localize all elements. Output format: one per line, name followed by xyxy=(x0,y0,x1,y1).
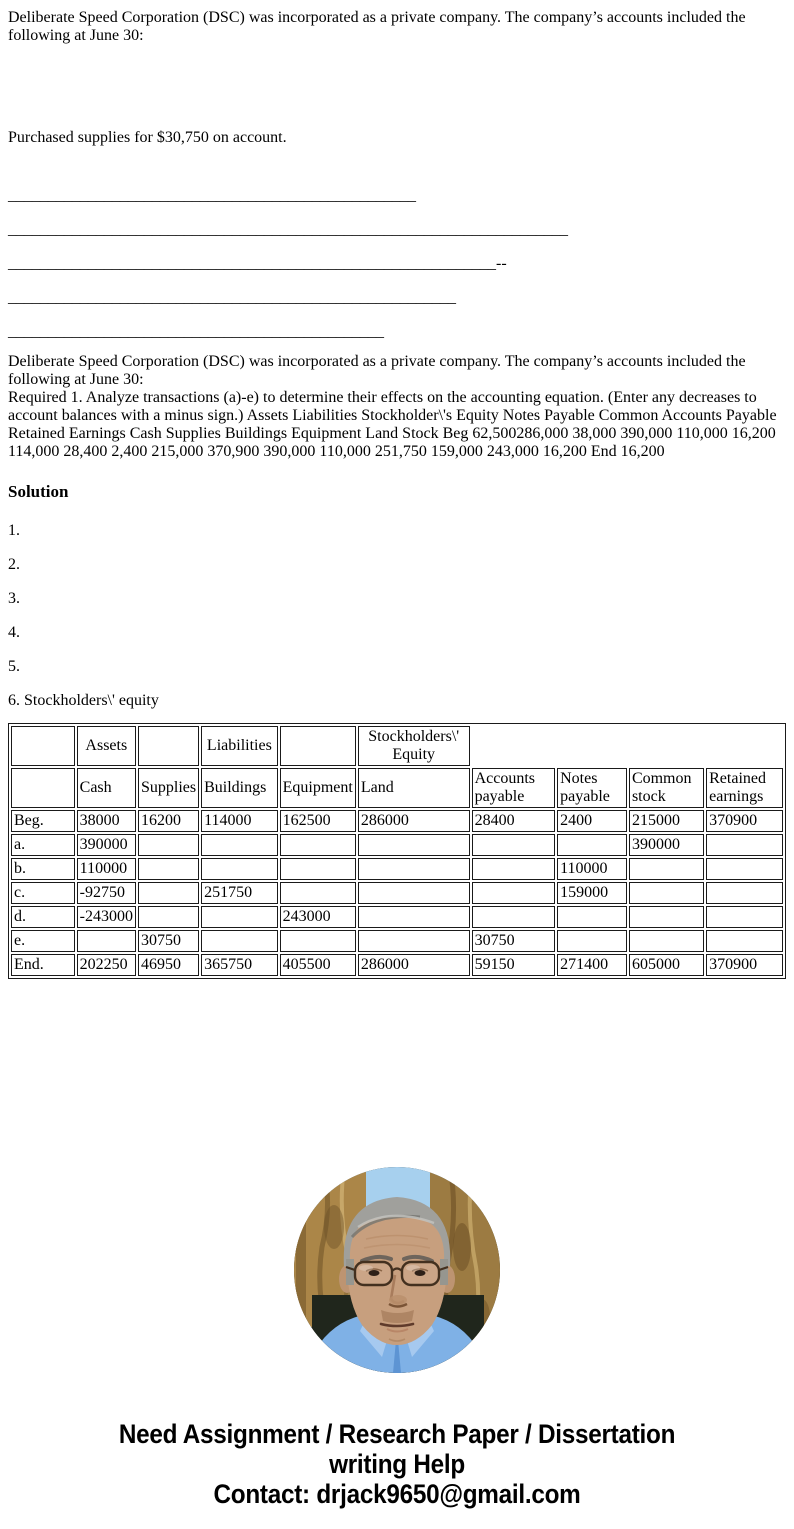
cell: -243000 xyxy=(77,906,136,928)
header-cell-supplies: Supplies xyxy=(138,768,199,808)
header-cell xyxy=(11,768,75,808)
cell: 162500 xyxy=(280,810,356,832)
cell xyxy=(358,906,470,928)
table-row xyxy=(11,834,783,856)
table-row xyxy=(11,810,783,832)
solution-item-2: 2. xyxy=(8,556,20,573)
cell xyxy=(77,930,136,952)
cell: 390000 xyxy=(629,834,704,856)
cell xyxy=(358,930,470,952)
cell: 110000 xyxy=(557,858,627,880)
tutor-portrait-photo xyxy=(294,1167,500,1373)
blank-answer-line: _______________________________________________ xyxy=(8,323,384,340)
cell xyxy=(706,834,783,856)
cell: 30750 xyxy=(138,930,199,952)
cell xyxy=(280,858,356,880)
cell xyxy=(557,834,627,856)
table-row xyxy=(11,882,783,904)
solution-item-6: 6. Stockholders\' equity xyxy=(8,692,159,709)
solution-item-4: 4. xyxy=(8,624,20,641)
solution-item-3: 3. xyxy=(8,590,20,607)
solution-heading: Solution xyxy=(8,482,69,501)
cell xyxy=(472,906,556,928)
cell: 16200 xyxy=(138,810,199,832)
row-label: e. xyxy=(11,930,75,952)
cell xyxy=(629,906,704,928)
header-cell-accounts-payable: Accounts payable xyxy=(472,768,556,808)
cell xyxy=(201,858,278,880)
group-cell-liabilities: Liabilities xyxy=(201,726,278,766)
solution-item-1: 1. xyxy=(8,522,20,539)
cell: 30750 xyxy=(472,930,556,952)
table-row xyxy=(11,906,783,928)
cell: -92750 xyxy=(77,882,136,904)
cell: 110000 xyxy=(77,858,136,880)
cell: 390000 xyxy=(77,834,136,856)
cell: 215000 xyxy=(629,810,704,832)
cell: 46950 xyxy=(138,954,199,976)
intro-paragraph: Deliberate Speed Corporation (DSC) was incorporated as a private company. The company’s accounts included the following at June 30: xyxy=(8,9,746,44)
header-cell-buildings: Buildings xyxy=(201,768,278,808)
intro-paragraph-repeat: Deliberate Speed Corporation (DSC) was incorporated as a private company. The company’s accounts included the following at June 30: xyxy=(8,353,746,388)
cell xyxy=(138,882,199,904)
row-label: d. xyxy=(11,906,75,928)
cell xyxy=(706,930,783,952)
footer-promo xyxy=(47,1419,747,1509)
header-cell-notes-payable: Notes payable xyxy=(557,768,627,808)
cell: 365750 xyxy=(201,954,278,976)
header-cell-cash: Cash xyxy=(77,768,136,808)
cell xyxy=(280,834,356,856)
row-label: End. xyxy=(11,954,75,976)
table-row xyxy=(11,954,783,976)
cell xyxy=(472,882,556,904)
cell xyxy=(201,906,278,928)
required-instructions: Required 1. Analyze transactions (a)-e) to determine their effects on the accounting equation. (Enter any decreases to account balances with a minus sign.) Assets Liabilities Stockholder\'s Equity Notes Payable Common Accounts Payable Retained Earnings Cash Supplies Buildings Equipment Land Stock Beg 62,500286,000 38,000 390,000 110,000 16,200 114,000 28,400 2,400 215,000 370,900 390,000 110,000 251,750 159,000 243,000 16,200 End 16,200 xyxy=(8,389,777,460)
group-cell-stockholders-equity: Stockholders\' Equity xyxy=(358,726,470,766)
cell: 243000 xyxy=(280,906,356,928)
cell xyxy=(472,834,556,856)
cell: 202250 xyxy=(77,954,136,976)
portrait-illustration xyxy=(294,1167,500,1373)
header-cell-retained-earnings: Retained earnings xyxy=(706,768,783,808)
blank-answer-line: ______________________________________________________________________ xyxy=(8,221,568,238)
cell xyxy=(629,930,704,952)
cell: 251750 xyxy=(201,882,278,904)
cell: 271400 xyxy=(557,954,627,976)
cell: 286000 xyxy=(358,810,470,832)
table-row xyxy=(11,858,783,880)
row-label: c. xyxy=(11,882,75,904)
cell xyxy=(138,834,199,856)
blank-answer-line: ___________________________________________________ xyxy=(8,187,416,204)
cell xyxy=(706,858,783,880)
cell xyxy=(358,882,470,904)
cell xyxy=(138,858,199,880)
row-label: a. xyxy=(11,834,75,856)
question-block xyxy=(8,353,786,461)
header-cell-common-stock: Common stock xyxy=(629,768,704,808)
blank-answer-line: ________________________________________________________ xyxy=(8,289,456,306)
cell xyxy=(201,930,278,952)
cell xyxy=(557,930,627,952)
footer-line: Need Assignment / Research Paper / Dissertation xyxy=(118,1419,676,1449)
table-header-row xyxy=(11,768,783,808)
solution-item-5: 5. xyxy=(8,658,20,675)
cell: 28400 xyxy=(472,810,556,832)
cell xyxy=(358,834,470,856)
footer-contact-email: Contact: drjack9650@gmail.com xyxy=(213,1479,581,1509)
header-cell-land: Land xyxy=(358,768,470,808)
blank-answer-line: _____________________________________________________________-- xyxy=(8,255,507,272)
table-row xyxy=(11,930,783,952)
row-label: Beg. xyxy=(11,810,75,832)
cell: 38000 xyxy=(77,810,136,832)
cell xyxy=(358,858,470,880)
cell: 370900 xyxy=(706,810,783,832)
cell: 405500 xyxy=(280,954,356,976)
cell xyxy=(629,858,704,880)
group-cell-assets: Assets xyxy=(77,726,136,766)
cell: 605000 xyxy=(629,954,704,976)
cell: 59150 xyxy=(472,954,556,976)
cell xyxy=(629,882,704,904)
group-cell xyxy=(138,726,199,766)
cell: 159000 xyxy=(557,882,627,904)
cell xyxy=(138,906,199,928)
cell xyxy=(472,858,556,880)
cell: 286000 xyxy=(358,954,470,976)
cell: 2400 xyxy=(557,810,627,832)
footer-line: writing Help xyxy=(329,1449,465,1479)
cell xyxy=(280,882,356,904)
cell xyxy=(201,834,278,856)
cell xyxy=(280,930,356,952)
cell: 114000 xyxy=(201,810,278,832)
cell: 370900 xyxy=(706,954,783,976)
cell xyxy=(706,906,783,928)
table-group-row xyxy=(11,726,783,766)
row-label: b. xyxy=(11,858,75,880)
cell xyxy=(557,906,627,928)
group-cell xyxy=(280,726,356,766)
cell xyxy=(706,882,783,904)
group-cell xyxy=(11,726,75,766)
purchase-line: Purchased supplies for $30,750 on account. xyxy=(8,129,287,146)
header-cell-equipment: Equipment xyxy=(280,768,356,808)
accounting-equation-table xyxy=(8,723,786,979)
